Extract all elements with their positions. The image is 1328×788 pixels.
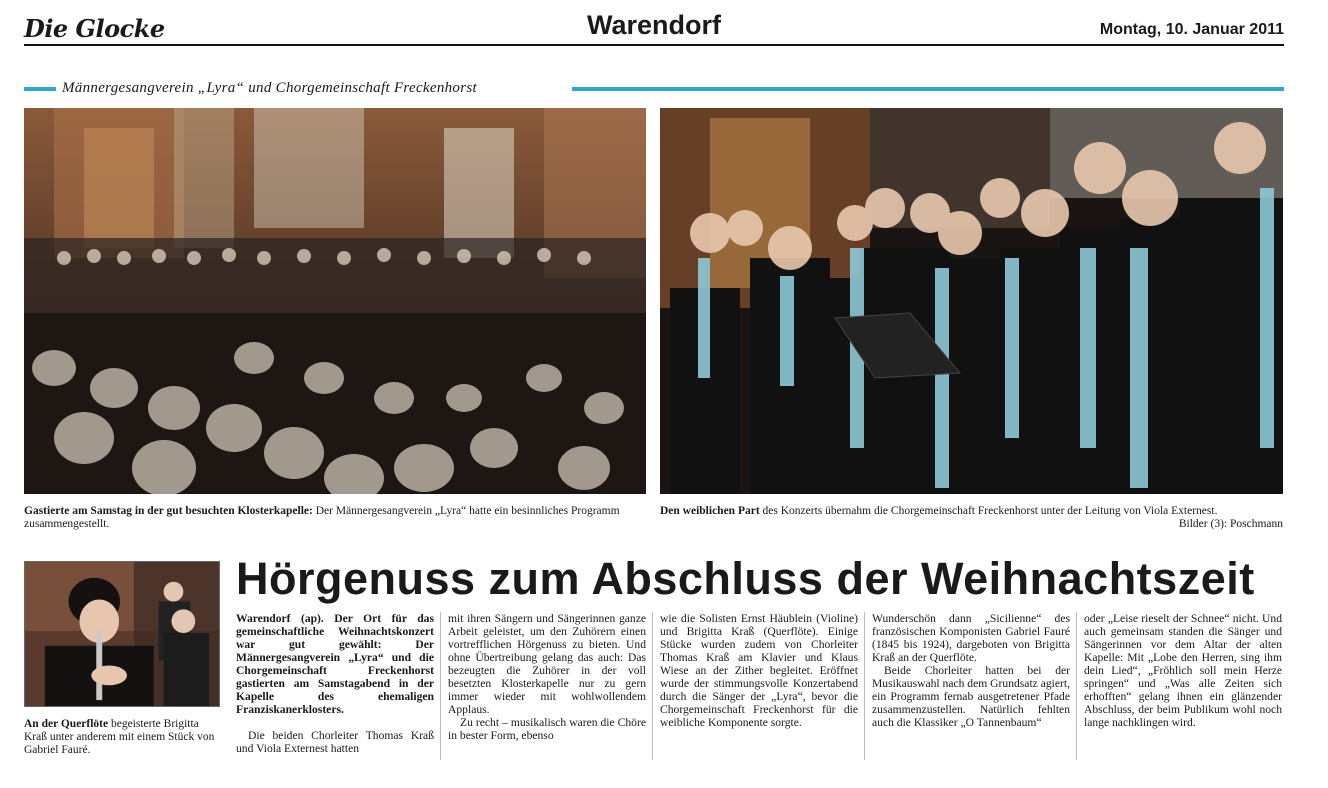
column-divider (864, 612, 865, 760)
article-paragraph: mit ihren Sängern und Sängerinnen ganze Arbeit geleistet, um den Zuhörern einen vortrefflichen Hörgenuss zu bieten. Und ohne Übertreibung gelang das auch: Das bezeugten die Zuhörer in der voll besetzten Klosterkapelle nur zu gern immer wieder mit wohlwollendem Applaus. (448, 612, 646, 716)
caption-photo-2-bold: Den weiblichen Part (660, 505, 760, 517)
article-body (236, 612, 1284, 762)
article-paragraph: Die beiden Chorleiter Thomas Kraß und Viola Externest hatten (236, 729, 434, 755)
masthead-rule (24, 44, 1284, 46)
caption-photo-1-text: Der Männergesangverein „Lyra“ hatte ein besinnliches Programm zusammengestellt. (24, 505, 620, 530)
article-lede: Warendorf (ap). Der Ort für das gemeinschaftliche Weihnachtskonzert war gut gewählt: Der Männergesangverein „Lyra“ und die Chorgemeinschaft Freckenhorst gastierten am Samstagabend in der Kapelle des ehemaligen Franziskanerklosters. (236, 612, 434, 716)
photo-female-choir (660, 108, 1283, 494)
article-paragraph: oder „Leise rieselt der Schnee“ nicht. Und auch gemeinsam standen die Sänger und Sängerinnen vor dem Altar der alten Kapelle: Mit „Lobe den Herren, sing ihm dein Lied“, „Fröhlich soll mein Herze springen“ und „Was alle Zeiten sich erhofften“ gelang ihnen ein glänzender Abschluss, der beim Publikum wohl noch lange nachklingen wird. (1084, 612, 1282, 729)
masthead (24, 10, 1284, 46)
headline: Hörgenuss zum Abschluss der Weihnachtszeit (236, 553, 1255, 604)
article-column-5 (1084, 612, 1282, 729)
article-paragraph: Zu recht – musikalisch waren die Chöre in bester Form, ebenso (448, 716, 646, 742)
article-paragraph: wie die Solisten Ernst Häublein (Violine) und Brigitta Kraß (Querflöte). Einige Stücke wurden zudem von Chorleiter Thomas Kraß am Klavier und Klaus Wiese an der Zither begleitet. Eröffnet wurde der stimmungsvolle Konzertabend durch die Sänger der „Lyra“, bevor die Chorgemeinschaft Freckenhorst für die weibliche Komponente sorgte. (660, 612, 858, 729)
article-paragraph: Beide Chorleiter hatten bei der Musikauswahl nach dem Grundsatz agiert, ein Programm fernab ausgetretener Pfade zusammenzustellen. Natürlich fehlten auch die Klassiker „O Tannenbaum“ (872, 664, 1071, 729)
column-divider (652, 612, 653, 760)
issue-date: Montag, 10. Januar 2011 (1099, 21, 1284, 38)
newspaper-logo: Die Glocke (24, 14, 165, 43)
article-column-1 (236, 612, 434, 755)
article-column-4 (872, 612, 1070, 729)
section-title: Warendorf (587, 10, 721, 40)
kicker: Männergesangverein „Lyra“ und Chorgemeinschaft Freckenhorst (62, 80, 477, 96)
photo-male-choir (24, 108, 646, 494)
photo-flute-player (24, 561, 220, 707)
article-paragraph: Wunderschön dann „Sicilienne“ des französischen Komponisten Gabriel Fauré (1845 bis 1924), dargeboten von Brigitta Kraß an der Querflöte. (872, 612, 1070, 664)
photo-credit: Bilder (3): Poschmann (1178, 518, 1283, 530)
caption-photo-3-bold: An der Querflöte (24, 718, 109, 730)
column-divider (1076, 612, 1077, 760)
caption-photo-1-bold: Gastierte am Samstag in der gut besuchten Klosterkapelle: (24, 505, 313, 517)
kicker-line-left (24, 87, 56, 91)
kicker-row (24, 80, 1284, 98)
caption-photo-2-text: des Konzerts übernahm die Chorgemeinschaft Freckenhorst unter der Leitung von Viola Externest. (759, 505, 1218, 517)
article-column-3 (660, 612, 858, 729)
column-divider (440, 612, 441, 760)
caption-photo-1 (24, 505, 646, 531)
caption-photo-3-text: begeisterte Brigitta Kraß unter anderem mit einem Stück von Gabriel Fauré. (24, 718, 215, 756)
caption-photo-2 (660, 505, 1283, 531)
bottom-edge (24, 780, 1284, 788)
kicker-line-right (572, 87, 1284, 91)
caption-photo-3 (24, 718, 220, 757)
article-column-2 (448, 612, 646, 742)
